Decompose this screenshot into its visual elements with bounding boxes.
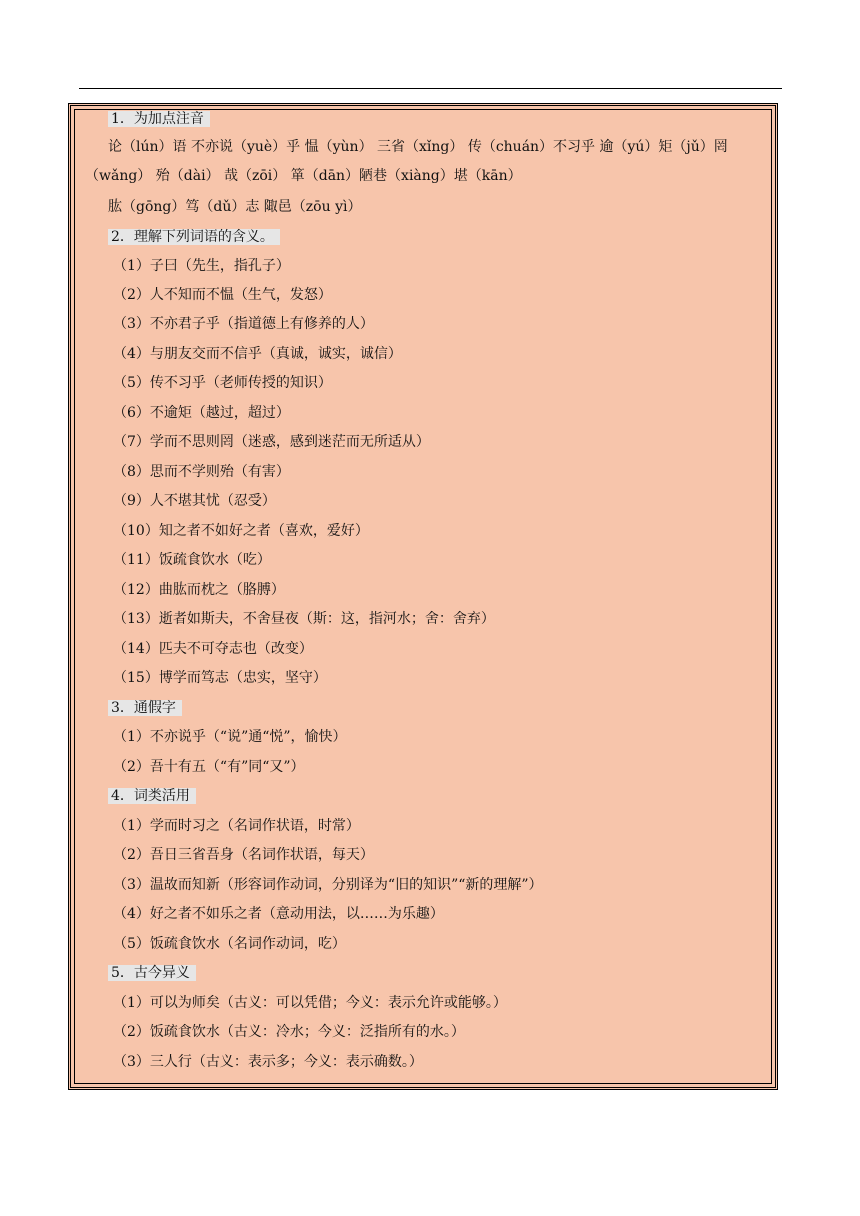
section-5-heading bbox=[108, 964, 196, 982]
pronunciation-line-2: 肱（gōng）笃（dǔ）志 陬邑（zōu yì） bbox=[108, 199, 362, 215]
list-item: （5）传不习乎（老师传授的知识） bbox=[113, 375, 332, 391]
list-item: （1）不亦说乎（“说”通“悦”，愉快） bbox=[113, 729, 347, 745]
list-item: （6）不逾矩（越过，超过） bbox=[113, 405, 290, 421]
list-item: （15）博学而笃志（忠实，坚守） bbox=[113, 670, 327, 686]
list-item: （3）温故而知新（形容词作动词，分别译为“旧的知识”“新的理解”） bbox=[113, 877, 543, 893]
list-item: （12）曲肱而枕之（胳膊） bbox=[113, 582, 285, 598]
section-heading-text: 3．通假字 bbox=[108, 700, 182, 716]
list-item: （4）好之者不如乐之者（意动用法，以……为乐趣） bbox=[113, 906, 444, 922]
section-heading-text: 4．词类活用 bbox=[108, 788, 196, 804]
list-item: （3）不亦君子乎（指道德上有修养的人） bbox=[113, 316, 374, 332]
section-heading-text: 1．为加点注音 bbox=[108, 111, 210, 127]
list-item: （8）思而不学则殆（有害） bbox=[113, 464, 290, 480]
section-3-heading bbox=[108, 699, 182, 717]
list-item: （4）与朋友交而不信乎（真诚，诚实，诚信） bbox=[113, 346, 402, 362]
section-1-heading bbox=[108, 110, 210, 128]
list-item: （11）饭疏食饮水（吃） bbox=[113, 552, 271, 568]
list-item: （7）学而不思则罔（迷惑，感到迷茫而无所适从） bbox=[113, 434, 430, 450]
list-item: （1）子曰（先生，指孔子） bbox=[113, 258, 290, 274]
section-4-heading bbox=[108, 787, 196, 805]
list-item: （13）逝者如斯夫，不舍昼夜（斯：这，指河水；舍：舍弃） bbox=[113, 611, 495, 627]
list-item: （2）饭疏食饮水（古义：冷水；今义：泛指所有的水。） bbox=[113, 1024, 465, 1040]
list-item: （5）饭疏食饮水（名词作动词，吃） bbox=[113, 936, 346, 952]
list-item: （1）可以为师矣（古义：可以凭借；今义：表示允许或能够。） bbox=[113, 995, 507, 1011]
pronunciation-line-1: 论（lún）语 不亦说（yuè）乎 愠（yùn） 三省（xǐng） 传（chuán）不习乎 逾（yú）矩（jǔ）罔（wǎng） 殆（dài） 哉（zōi） 箪（dān）陋巷（xiàng）堪（kān） bbox=[85, 139, 728, 184]
list-item: （1）学而时习之（名词作状语，时常） bbox=[113, 818, 360, 834]
list-item: （2）人不知而不愠（生气，发怒） bbox=[113, 287, 332, 303]
list-item: （3）三人行（古义：表示多；今义：表示确数。） bbox=[113, 1054, 423, 1070]
list-item: （2）吾日三省吾身（名词作状语，每天） bbox=[113, 847, 374, 863]
list-item: （14）匹夫不可夺志也（改变） bbox=[113, 641, 313, 657]
header-rule bbox=[79, 88, 782, 89]
section-heading-text: 5．古今异义 bbox=[108, 965, 196, 981]
list-item: （9）人不堪其忧（忍受） bbox=[113, 493, 276, 509]
list-item: （10）知之者不如好之者（喜欢，爱好） bbox=[113, 523, 369, 539]
list-item: （2）吾十有五（“有”同“又”） bbox=[113, 759, 305, 775]
section-heading-text: 2．理解下列词语的含义。 bbox=[108, 229, 280, 245]
section-2-heading bbox=[108, 228, 280, 246]
